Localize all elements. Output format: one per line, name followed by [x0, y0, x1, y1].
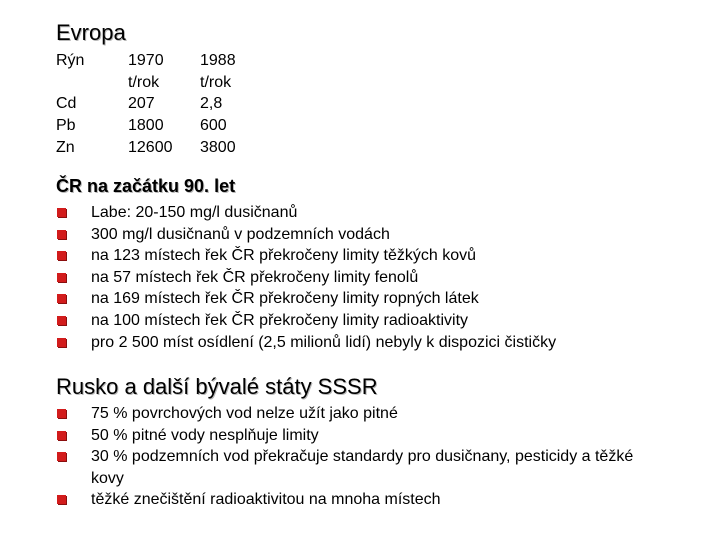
table-cell: t/rok	[200, 73, 232, 91]
list-item	[56, 489, 666, 511]
list-item-text: na 57 místech řek ČR překročeny limity fenolů	[91, 268, 419, 286]
table-cell	[56, 72, 84, 94]
list-item-text: 300 mg/l dusičnanů v podzemních vodách	[91, 225, 390, 243]
list-item	[56, 446, 666, 489]
square-bullet-icon	[57, 495, 66, 504]
square-bullet-icon	[57, 452, 66, 461]
list-item-text: 75 % povrchových vod nelze užít jako pitné	[91, 405, 398, 422]
table-column-1988	[200, 50, 236, 158]
table-cell: 1988	[200, 52, 236, 69]
heading-russia: Rusko a další bývalé státy SSSR	[56, 374, 378, 399]
list-item	[56, 288, 556, 310]
square-bullet-icon	[57, 208, 66, 217]
table-cell: 1970	[128, 52, 164, 69]
square-bullet-icon	[57, 230, 66, 239]
list-item	[56, 245, 556, 267]
heading-europe: Evropa	[56, 20, 126, 45]
list-item	[56, 202, 556, 224]
list-item-text: těžké znečištění radioaktivitou na mnoha místech	[91, 491, 441, 509]
table-cell: 600	[200, 117, 227, 135]
list-item	[56, 332, 556, 354]
russia-bullet-list	[56, 403, 666, 511]
table-column-label	[56, 50, 84, 158]
table-cell: 12600	[128, 138, 173, 156]
table-cell: Zn	[56, 138, 75, 156]
heading-cr: ČR na začátku 90. let	[56, 176, 236, 196]
list-item-text: na 100 místech řek ČR překročeny limity radioaktivity	[91, 311, 469, 329]
table-column-1970	[128, 50, 173, 158]
table-cell: 1800	[128, 117, 164, 135]
square-bullet-icon	[57, 251, 66, 260]
table-cell: Rýn	[56, 52, 85, 69]
square-bullet-icon	[57, 273, 66, 282]
square-bullet-icon	[57, 431, 66, 440]
square-bullet-icon	[57, 409, 66, 418]
table-cell: 2,8	[200, 95, 223, 113]
list-item	[56, 403, 666, 425]
list-item	[56, 224, 556, 246]
list-item	[56, 425, 666, 447]
list-item-text: na 123 místech řek ČR překročeny limity těžkých kovů	[91, 247, 477, 265]
list-item	[56, 310, 556, 332]
list-item	[56, 267, 556, 289]
list-item-text: pro 2 500 míst osídlení (2,5 milionů lidí) nebyly k dispozici čističky	[91, 333, 557, 351]
square-bullet-icon	[57, 316, 66, 325]
table-cell: Pb	[56, 117, 76, 135]
list-item-text: 50 % pitné vody nesplňuje limity	[91, 426, 319, 444]
table-cell: t/rok	[128, 73, 160, 91]
list-item-text: Labe: 20-150 mg/l dusičnanů	[91, 204, 298, 221]
square-bullet-icon	[57, 294, 66, 303]
table-cell: 3800	[200, 138, 236, 156]
list-item-text: 30 % podzemních vod překračuje standardy pro dusičnany, pesticidy a těžké kovy	[91, 448, 634, 487]
table-cell: Cd	[56, 95, 77, 113]
square-bullet-icon	[57, 338, 66, 347]
cr-bullet-list	[56, 202, 556, 353]
table-cell: 207	[128, 95, 155, 113]
list-item-text: na 169 místech řek ČR překročeny limity ropných látek	[91, 290, 479, 308]
